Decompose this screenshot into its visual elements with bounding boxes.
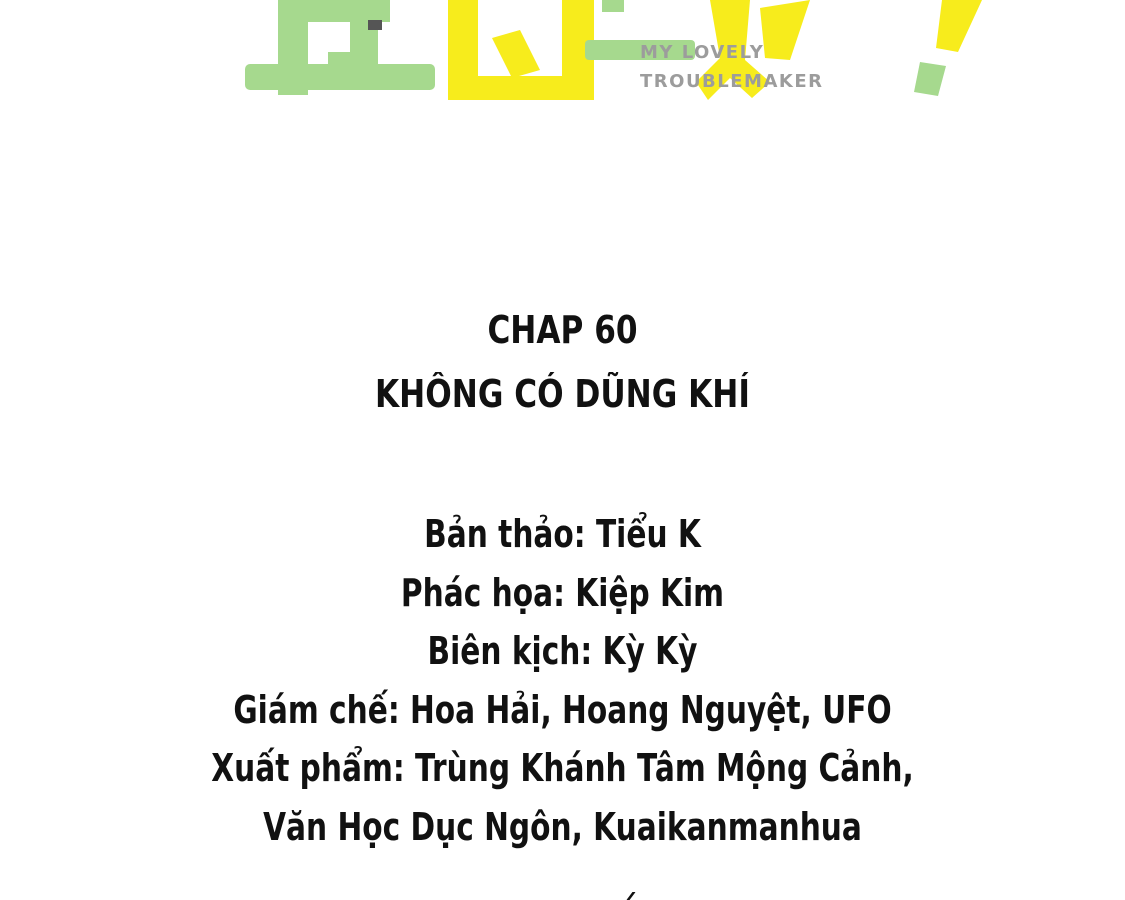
logo-subtitle-line1: MY LOVELY — [640, 42, 765, 63]
credit-line-publisher-cont: Văn Học Dục Ngôn, Kuaikanmanhua — [263, 804, 862, 849]
credits-block — [0, 505, 1125, 857]
cutoff-accent-mark — [626, 892, 636, 900]
chapter-title: KHÔNG CÓ DŨNG KHÍ — [375, 372, 750, 416]
chapter-number: CHAP 60 — [487, 308, 638, 352]
credit-line-publisher: Xuất phẩm: Trùng Khánh Tâm Mộng Cảnh, — [211, 746, 914, 791]
credit-line-draft: Bản thảo: Tiểu K — [424, 512, 701, 556]
credit-line-supervisor: Giám chế: Hoa Hải, Hoang Nguyệt, UFO — [233, 687, 892, 732]
logo-exclamation-glyph — [914, 0, 982, 96]
credit-line-sketch: Phác họa: Kiệp Kim — [400, 570, 725, 615]
logo-subtitle-line2: TROUBLEMAKER — [640, 71, 824, 92]
logo-green-glyph — [245, 0, 435, 95]
series-logo — [230, 0, 1010, 110]
logo-yellow-glyph-1 — [448, 0, 594, 100]
credit-line-script: Biên kịch: Kỳ Kỳ — [427, 629, 698, 674]
